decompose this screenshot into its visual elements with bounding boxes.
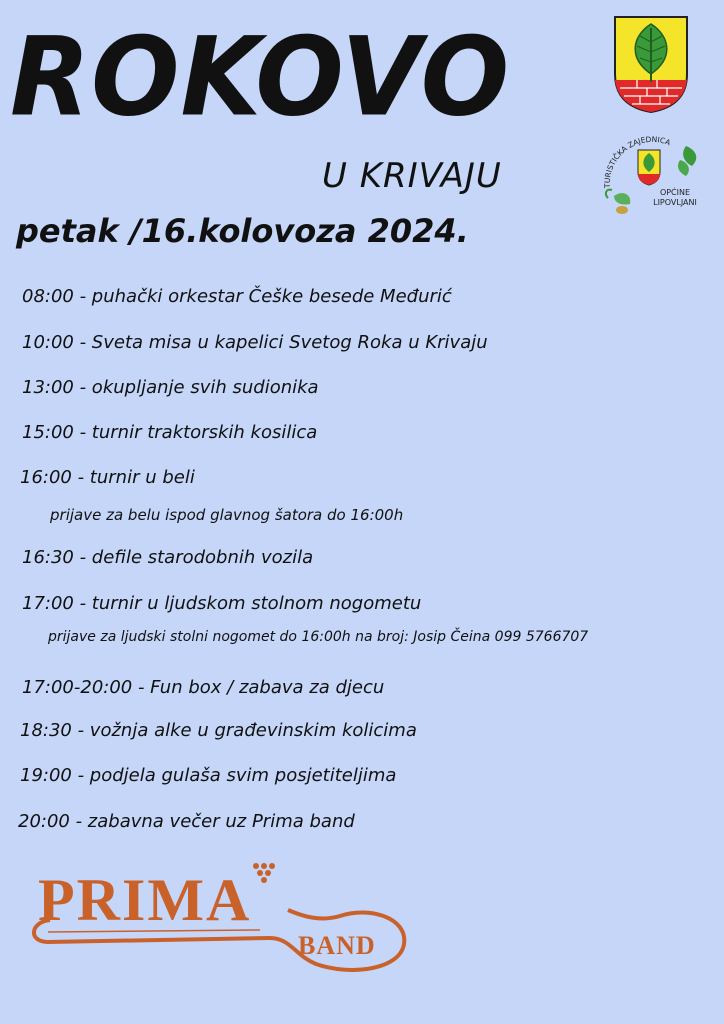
program-item: 08:00 - puhački orkestar Češke besede Međurić [22, 286, 452, 307]
event-title: ROKOVO [10, 12, 511, 141]
prima-band-logo [20, 860, 420, 994]
program-item: 17:00 - turnir u ljudskom stolnom nogometu [22, 593, 422, 614]
tourist-board-bottom-text-2: LIPOVLJANI [653, 198, 697, 207]
program-item: 20:00 - zabavna večer uz Prima band [18, 811, 355, 832]
program-item: 18:30 - vožnja alke u građevinskim kolicima [20, 720, 417, 741]
tourist-board-top-text: TURISTIČKA ZAJEDNICA [602, 136, 672, 189]
program-item: 16:30 - defile starodobnih vozila [22, 547, 314, 568]
program-item: 10:00 - Sveta misa u kapelici Svetog Roka u Krivaju [22, 332, 488, 353]
prima-guitar-icon [20, 860, 420, 990]
program-item: 17:00-20:00 - Fun box / zabava za djecu [22, 677, 385, 698]
tourist-board-bottom-text-1: OPĆINE [659, 188, 691, 197]
tourist-board-logo [600, 136, 704, 224]
program-item: 15:00 - turnir traktorskih kosilica [22, 422, 318, 443]
program-item: 19:00 - podjela gulaša svim posjetiteljima [20, 765, 397, 786]
program-item: 16:00 - turnir u beli [20, 467, 195, 488]
event-subtitle: U KRIVAJU [322, 156, 502, 196]
municipal-crest-icon [612, 14, 690, 114]
program-note: prijave za belu ispod glavnog šatora do 16:00h [50, 506, 404, 524]
program-item: 13:00 - okupljanje svih sudionika [22, 377, 319, 398]
event-date: petak /16.kolovoza 2024. [16, 212, 469, 250]
program-note: prijave za ljudski stolni nogomet do 16:00h na broj: Josip Čeina 099 5766707 [48, 629, 589, 645]
prima-logo-band: BAND [298, 931, 376, 960]
prima-logo-word: PRIMA [38, 867, 252, 933]
